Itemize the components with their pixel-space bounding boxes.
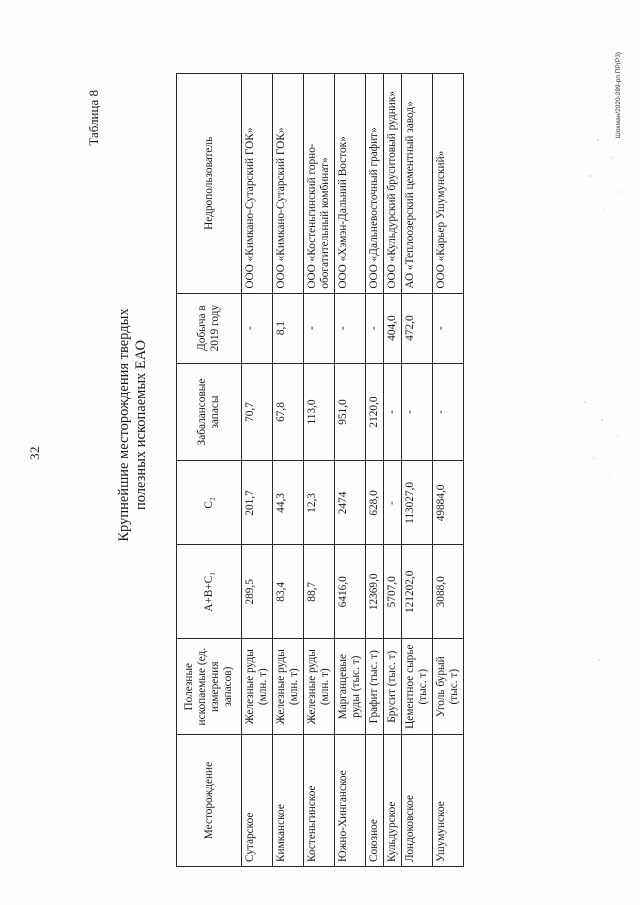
cell-mineral: Железные руды (млн. т) [304,639,335,735]
cell-abc1: 88,7 [304,545,335,639]
cell-deposit: Кульдурское [384,735,402,867]
cell-mineral: Железные руды (млн. т) [242,639,273,735]
cell-production: 472,0 [402,293,433,363]
cell-deposit: Южно-Хинганское [335,735,366,867]
cell-abc1: 83,4 [273,545,304,639]
cell-user: ООО «Карьер Ушумунский» [433,74,464,294]
cell-production: 404,0 [384,293,402,363]
table-row [402,74,433,867]
table-row [273,74,304,867]
header-offbalance: Забалансовые запасы [177,363,242,461]
title-line-2: полезных ископаемых ЕАО [133,339,149,511]
cell-c2: 2474 [335,461,366,545]
cell-offbalance: 113,0 [304,363,335,461]
cell-user: ООО «Дальневосточный графит» [366,74,384,294]
cell-user: ООО «Хэмэн-Дальний Восток» [335,74,366,294]
cell-deposit: Лондоковское [402,735,433,867]
header-production-2019: Добыча в 2019 году [177,293,242,363]
cell-mineral: Марганцевые руды (тыс. т) [335,639,366,735]
table-label: Таблица 8 [86,90,101,146]
cell-offbalance: 67,8 [273,363,304,461]
cell-c2: 628,0 [366,461,384,545]
cell-abc1: 12369,0 [366,545,384,639]
page-number: 32 [27,446,42,460]
cell-deposit: Костеньгинское [304,735,335,867]
cell-production: - [335,293,366,363]
cell-user: ООО «Костеньгинский горно-обогатительный комбинат» [304,74,335,294]
cell-production: - [304,293,335,363]
cell-production: - [433,293,464,363]
cell-mineral: Уголь бурый (тыс. т) [433,639,464,735]
cell-c2: 113027,0 [402,461,433,545]
header-abc1: A+B+C₁ [177,545,242,639]
cell-user: ООО «Кульдурский бруситовый рудник» [384,74,402,294]
header-minerals: Полезные ископаемые (ед. измерения запасов) [177,639,242,735]
cell-offbalance: - [384,363,402,461]
cell-offbalance: 2120,0 [366,363,384,461]
header-subsoil-user: Недропользователь [177,74,242,294]
table-header-row [177,74,242,867]
cell-user: АО «Теплоозерский цементный завод» [402,74,433,294]
cell-mineral: Цементное сырье (тыс. т) [402,639,433,735]
table-row [304,74,335,867]
cell-production: 8,1 [273,293,304,363]
cell-user: ООО «Кимкано-Сутарский ГОК» [242,74,273,294]
cell-mineral: Брусит (тыс. т) [384,639,402,735]
cell-user: ООО «Кимкано-Сутарский ГОК» [273,74,304,294]
deposits-table [176,73,464,867]
cell-deposit: Сутарское [242,735,273,867]
table-row [242,74,273,867]
cell-deposit: Союзное [366,735,384,867]
cell-deposit: Ушумунское [433,735,464,867]
cell-offbalance: 951,0 [335,363,366,461]
cell-mineral: Железные руды (млн. т) [273,639,304,735]
cell-deposit: Кимканское [273,735,304,867]
cell-offbalance: - [402,363,433,461]
cell-production: - [242,293,273,363]
cell-abc1: 121202,0 [402,545,433,639]
cell-offbalance: 70,7 [242,363,273,461]
cell-production: - [366,293,384,363]
header-deposit: Месторождение [177,735,242,867]
table-title [116,45,150,805]
cell-c2: 49884,0 [433,461,464,545]
table-row [433,74,464,867]
cell-offbalance: - [433,363,464,461]
title-line-1: Крупнейшие месторождения твердых [116,308,132,542]
cell-abc1: 289,5 [242,545,273,639]
cell-c2: 12,3 [304,461,335,545]
table-row [335,74,366,867]
cell-c2: 201,7 [242,461,273,545]
cell-c2: 44,3 [273,461,304,545]
document-code: Шохман/2020-289-рп ПР(Р3) [615,52,622,139]
cell-abc1: 3088,0 [433,545,464,639]
cell-mineral: Графит (тыс. т) [366,639,384,735]
header-c2: C₂ [177,461,242,545]
cell-abc1: 6416,0 [335,545,366,639]
table-row [384,74,402,867]
table-row [366,74,384,867]
cell-abc1: 5707,0 [384,545,402,639]
cell-c2: - [384,461,402,545]
